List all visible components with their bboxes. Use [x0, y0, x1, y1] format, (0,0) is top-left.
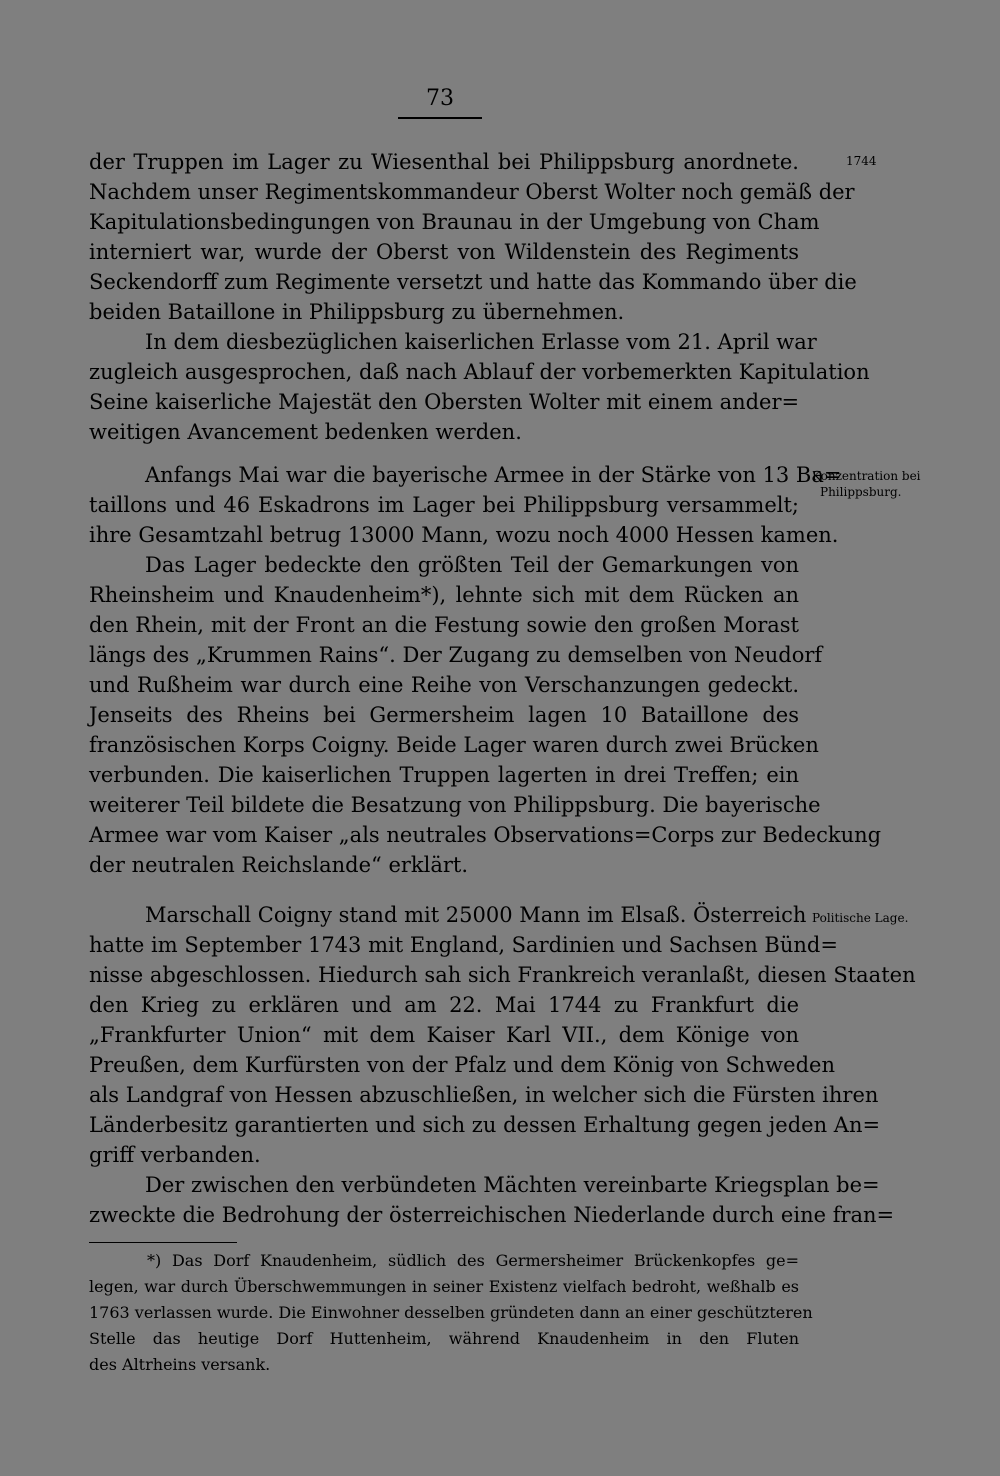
body-line: französischen Korps Coigny. Beide Lager waren durch zwei Brücken	[89, 733, 819, 757]
body-line: Rheinsheim und Knaudenheim*), lehnte sich mit dem Rücken an	[89, 583, 799, 607]
body-line: Kapitulationsbedingungen von Braunau in der Umgebung von Cham	[89, 210, 820, 234]
footnote-line: des Altrheins versank.	[89, 1355, 271, 1374]
body-line: der Truppen im Lager zu Wiesenthal bei Philippsburg anordnete.	[89, 150, 799, 174]
body-line: taillons und 46 Eskadrons im Lager bei Philippsburg versammelt;	[89, 493, 799, 517]
body-line: den Rhein, mit der Front an die Festung sowie den großen Morast	[89, 613, 799, 637]
page-number: 73	[426, 86, 454, 111]
body-line: beiden Bataillone in Philippsburg zu übernehmen.	[89, 300, 625, 324]
footnote-line: 1763 verlassen wurde. Die Einwohner desselben gründeten dann an einer geschützteren	[89, 1303, 813, 1322]
margin-note-konzentration-line-1: Konzentration bei	[812, 469, 921, 483]
body-line: zweckte die Bedrohung der österreichischen Niederlande durch eine fran=	[89, 1203, 895, 1227]
body-line: hatte im September 1743 mit England, Sardinien und Sachsen Bünd=	[89, 933, 838, 957]
body-line: Jenseits des Rheins bei Germersheim lagen 10 Bataillone des	[89, 703, 799, 727]
body-line: Seckendorff zum Regimente versetzt und hatte das Kommando über die	[89, 270, 857, 294]
body-line: und Rußheim war durch eine Reihe von Verschanzungen gedeckt.	[89, 673, 799, 697]
body-line: den Krieg zu erklären und am 22. Mai 1744 zu Frankfurt die	[89, 993, 799, 1017]
footnote-line: legen, war durch Überschwemmungen in seiner Existenz vielfach bedroht, weßhalb es	[89, 1277, 799, 1296]
body-line: verbunden. Die kaiserlichen Truppen lagerten in drei Treffen; ein	[89, 763, 799, 787]
footnote-rule	[89, 1242, 237, 1243]
body-line: Seine kaiserliche Majestät den Obersten Wolter mit einem ander=	[89, 390, 800, 414]
body-line: weiterer Teil bildete die Besatzung von Philippsburg. Die bayerische	[89, 793, 821, 817]
body-line: Anfangs Mai war die bayerische Armee in der Stärke von 13 Ba=	[145, 463, 842, 487]
body-line: der neutralen Reichslande“ erklärt.	[89, 853, 469, 877]
margin-note-year: 1744	[846, 154, 877, 168]
body-line: interniert war, wurde der Oberst von Wildenstein des Regiments	[89, 240, 799, 264]
body-line: zugleich ausgesprochen, daß nach Ablauf der vorbemerkten Kapitulation	[89, 360, 870, 384]
body-line: In dem diesbezüglichen kaiserlichen Erlasse vom 21. April war	[145, 330, 817, 354]
body-line: längs des „Krummen Rains“. Der Zugang zu demselben von Neudorf	[89, 643, 823, 667]
body-line: Das Lager bedeckte den größten Teil der Gemarkungen von	[145, 553, 799, 577]
body-line: Marschall Coigny stand mit 25000 Mann im Elsaß. Österreich	[145, 903, 807, 927]
body-line: „Frankfurter Union“ mit dem Kaiser Karl VII., dem Könige von	[89, 1023, 799, 1047]
body-line: ihre Gesamtzahl betrug 13000 Mann, wozu noch 4000 Hessen kamen.	[89, 523, 839, 547]
footnote-line: Stelle das heutige Dorf Huttenheim, während Knaudenheim in den Fluten	[89, 1329, 799, 1348]
body-line: Länderbesitz garantierten und sich zu dessen Erhaltung gegen jeden An=	[89, 1113, 881, 1137]
margin-note-politische-lage: Politische Lage.	[812, 911, 909, 925]
body-line: Preußen, dem Kurfürsten von der Pfalz und dem König von Schweden	[89, 1053, 835, 1077]
footnote-line: *) Das Dorf Knaudenheim, südlich des Germersheimer Brückenkopfes ge=	[147, 1251, 799, 1270]
margin-note-konzentration-line-2: Philippsburg.	[820, 485, 902, 499]
body-line: griff verbanden.	[89, 1143, 261, 1167]
body-line: nisse abgeschlossen. Hiedurch sah sich Frankreich veranlaßt, diesen Staaten	[89, 963, 916, 987]
body-line: als Landgraf von Hessen abzuschließen, in welcher sich die Fürsten ihren	[89, 1083, 879, 1107]
body-line: weitigen Avancement bedenken werden.	[89, 420, 522, 444]
body-line: Der zwischen den verbündeten Mächten vereinbarte Kriegsplan be=	[145, 1173, 880, 1197]
body-line: Nachdem unser Regimentskommandeur Oberst Wolter noch gemäß der	[89, 180, 855, 204]
body-line: Armee war vom Kaiser „als neutrales Observations=Corps zur Bedeckung	[89, 823, 882, 847]
page-number-rule	[398, 117, 482, 119]
